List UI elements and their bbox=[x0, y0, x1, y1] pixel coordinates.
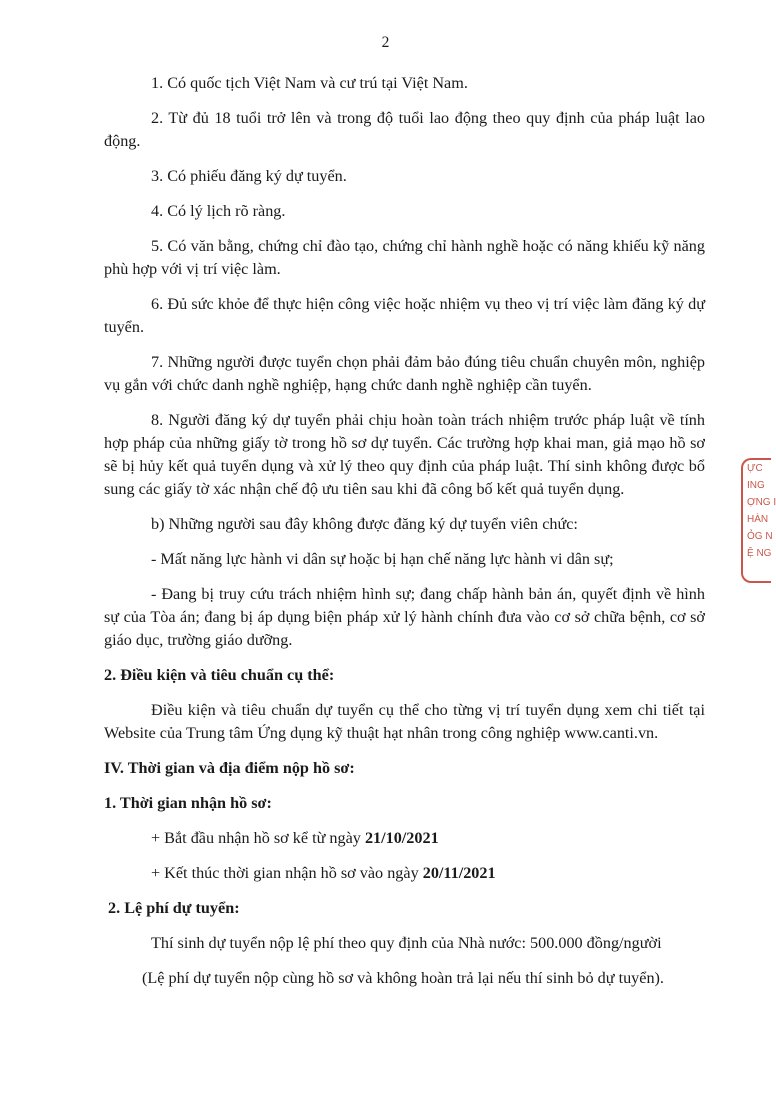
fee-note: (Lệ phí dự tuyển nộp cùng hồ sơ và không hoàn trả lại nếu thí sinh bỏ dự tuyển). bbox=[142, 969, 664, 987]
condition-6: 6. Đủ sức khỏe để thực hiện công việc hoặc nhiệm vụ theo vị trí việc làm đăng ký dự tuyển. bbox=[104, 295, 705, 336]
section-4-2-heading: 2. Lệ phí dự tuyển: bbox=[108, 899, 240, 917]
end-date-label: + Kết thúc thời gian nhận hồ sơ vào ngày bbox=[151, 864, 423, 882]
fee-text: Thí sinh dự tuyển nộp lệ phí theo quy định của Nhà nước: 500.000 đồng/người bbox=[151, 934, 662, 952]
start-date: 21/10/2021 bbox=[364, 829, 439, 847]
start-date-line bbox=[104, 827, 705, 850]
excluded-item-2: - Đang bị truy cứu trách nhiệm hình sự; đang chấp hành bản án, quyết định về hình sự của Tòa án; đang bị áp dụng biện pháp xử lý hành chính đưa vào cơ sở chữa bệnh, cơ sở giáo dục, trường giáo dưỡng. bbox=[104, 585, 705, 649]
end-date-line bbox=[104, 862, 705, 885]
page-number: 2 bbox=[381, 34, 390, 51]
condition-2: 2. Từ đủ 18 tuổi trở lên và trong độ tuổi lao động theo quy định của pháp luật lao động. bbox=[104, 109, 705, 150]
stamp-line: HÀN bbox=[747, 514, 769, 525]
condition-7: 7. Những người được tuyển chọn phải đảm bảo đúng tiêu chuẩn chuyên môn, nghiệp vụ gắn với chức danh nghề nghiệp, hạng chức danh nghề nghiệp cần tuyển. bbox=[104, 353, 705, 394]
condition-8: 8. Người đăng ký dự tuyển phải chịu hoàn toàn trách nhiệm trước pháp luật về tính hợp pháp của những giấy tờ trong hồ sơ dự tuyển. Các trường hợp khai man, giả mạo hồ sơ sẽ bị hủy kết quả tuyển dụng và xử lý theo quy định của pháp luật. Thí sinh không được bổ sung các giấy tờ xác nhận chế độ ưu tiên sau khi đã công bố kết quả tuyển dụng. bbox=[104, 411, 705, 498]
section-4-1-heading: 1. Thời gian nhận hồ sơ: bbox=[104, 794, 272, 812]
condition-3: 3. Có phiếu đăng ký dự tuyển. bbox=[151, 167, 347, 185]
section-2-text: Điều kiện và tiêu chuẩn dự tuyển cụ thể cho từng vị trí tuyển dụng xem chi tiết tại Website của Trung tâm Ứng dụng kỹ thuật hạt nhân trong công nghiệp www.canti.vn. bbox=[104, 701, 705, 742]
stamp-line: ỢNG I bbox=[747, 497, 776, 508]
excluded-item-1: - Mất năng lực hành vi dân sự hoặc bị hạn chế năng lực hành vi dân sự; bbox=[151, 550, 614, 568]
document-body bbox=[104, 72, 705, 990]
start-date-label: + Bắt đầu nhận hồ sơ kể từ ngày bbox=[151, 829, 365, 847]
section-4-heading: IV. Thời gian và địa điểm nộp hồ sơ: bbox=[104, 759, 355, 777]
stamp-line: Ệ NG bbox=[747, 548, 772, 559]
end-date: 20/11/2021 bbox=[422, 864, 496, 882]
excluded-intro: b) Những người sau đây không được đăng ký dự tuyển viên chức: bbox=[151, 515, 578, 533]
stamp-line: ỎG N bbox=[747, 531, 773, 542]
condition-5: 5. Có văn bằng, chứng chỉ đào tạo, chứng chỉ hành nghề hoặc có năng khiếu kỹ năng phù hợp với vị trí việc làm. bbox=[104, 237, 705, 278]
condition-4: 4. Có lý lịch rõ ràng. bbox=[151, 202, 286, 220]
stamp-line: ING bbox=[747, 480, 765, 491]
section-2-heading: 2. Điều kiện và tiêu chuẩn cụ thể: bbox=[104, 666, 335, 684]
red-stamp bbox=[741, 458, 776, 583]
condition-1: 1. Có quốc tịch Việt Nam và cư trú tại Việt Nam. bbox=[151, 74, 468, 92]
stamp-line: ỰC bbox=[747, 463, 763, 474]
